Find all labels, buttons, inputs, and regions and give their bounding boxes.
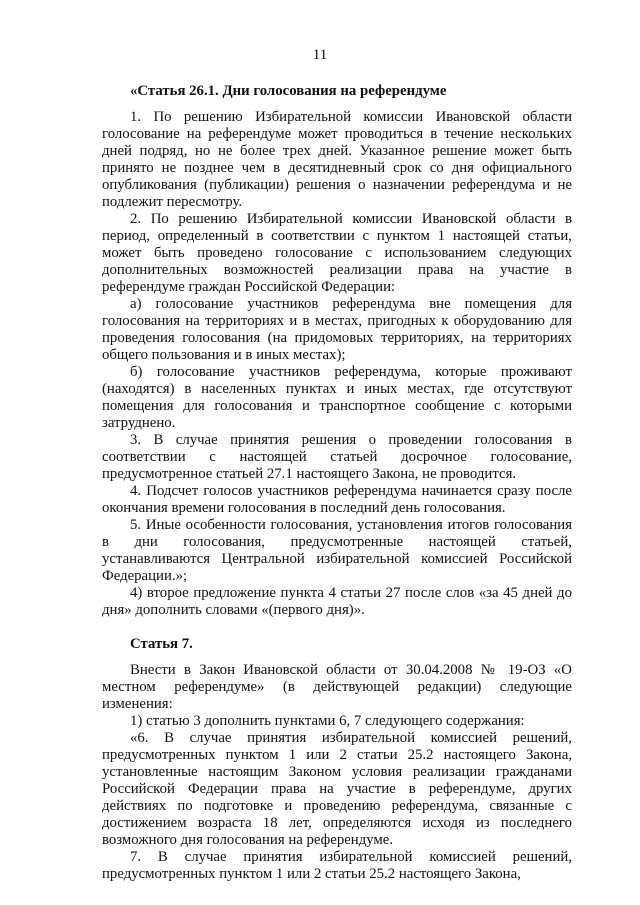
document-body [102,83,572,883]
paragraph: б) голосование участников референдума, которые проживают (находятся) в населенных пунктах и иных местах, где отсутствуют помещения для голосования и транспортное сообщение с которыми затруднено. [102,364,572,431]
spacer [102,619,572,636]
paragraph: «6. В случае принятия избирательной комиссией решений, предусмотренных пунктом 1 или 2 статьи 25.2 настоящего Закона, установленные настоящим Законом условия реализации гражданами Российской Федерации права на участие в референдуме, других действиях по подготовке и проведению референдума, связанные с достижением возраста 18 лет, определяются исходя из последнего возможного дня голосования на референдуме. [102,730,572,848]
page-number: 11 [312,47,328,63]
article-7-heading: Статья 7. [130,636,193,652]
paragraph: 3. В случае принятия решения о проведении голосования в соответствии с настоящей статьей досрочное голосование, предусмотренное статьей 27.1 настоящего Закона, не проводится. [102,432,572,482]
spacer [102,653,572,662]
article-26-1-heading: «Статья 26.1. Дни голосования на референдуме [130,83,447,99]
paragraph: 1) статью 3 дополнить пунктами 6, 7 следующего содержания: [130,713,525,729]
paragraph: а) голосование участников референдума вне помещения для голосования на территориях и в местах, пригодных к оборудованию для проведения голосования (на придомовых территориях, на территориях общего пользования и в иных местах); [102,296,572,363]
paragraph: Внести в Закон Ивановской области от 30.04.2008 № 19-ОЗ «О местном референдуме» (в действующей редакции) следующие изменения: [102,662,572,712]
paragraph: 4) второе предложение пункта 4 статьи 27 после слов «за 45 дней до дня» дополнить словами «(первого дня)». [102,585,572,618]
paragraph: 7. В случае принятия избирательной комиссией решений, предусмотренных пунктом 1 или 2 статьи 25.2 настоящего Закона, [102,849,572,882]
spacer [102,100,572,109]
paragraph: 1. По решению Избирательной комиссии Ивановской области голосование на референдуме может проводиться в течение нескольких дней подряд, но не более трех дней. Указанное решение может быть принято не позднее чем в десятидневный срок со дня официального опубликования (публикации) решения о назначении референдума и не подлежит пересмотру. [102,109,572,210]
paragraph: 5. Иные особенности голосования, установления итогов голосования в дни голосования, предусмотренные настоящей статьей, устанавливаются Центральной избирательной комиссией Российской Федерации.»; [102,517,572,584]
paragraph: 2. По решению Избирательной комиссии Ивановской области в период, определенный в соответствии с пунктом 1 настоящей статьи, может быть проведено голосование с использованием следующих дополнительных возможностей реализации права на участие в референдуме граждан Российской Федерации: [102,211,572,295]
paragraph: 4. Подсчет голосов участников референдума начинается сразу после окончания времени голосования в последний день голосования. [102,483,572,516]
